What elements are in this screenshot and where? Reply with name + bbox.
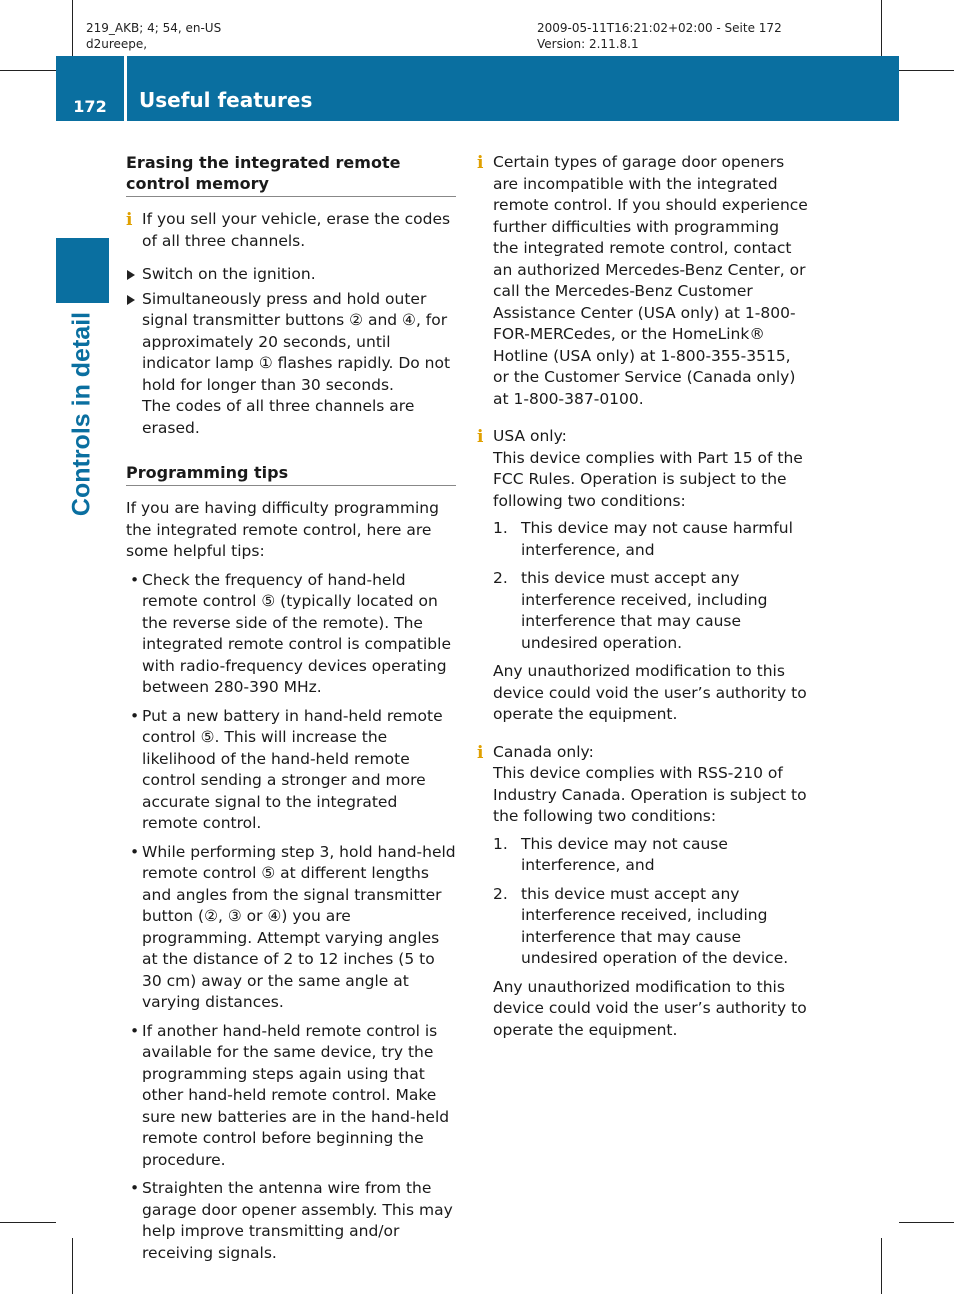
list-item [126,1178,456,1264]
meta-line: 2009-05-11T16:21:02+02:00 - Seite 172 [537,21,782,35]
step-arrow-icon [127,295,135,305]
step-text: Switch on the ignition. [142,265,316,283]
crop-mark [72,0,73,56]
step [126,289,456,440]
meta-line: d2ureepe, [86,37,148,51]
item-number: 1. [493,519,508,537]
crop-mark [0,70,56,71]
info-text: This device complies with Part 15 of the FCC Rules. Operation is subject to the following two conditions: [493,448,803,510]
crop-mark [881,0,882,56]
list-item [126,570,456,699]
info-icon: i [126,210,133,230]
crop-mark [899,70,954,71]
canada-note: Any unauthorized modification to this device could void the user’s authority to operate the equipment. [493,977,807,1039]
tips-intro: If you are having difficulty programming the integrated remote control, here are some helpful tips: [126,499,439,560]
tip-text: Straighten the antenna wire from the garage door opener assembly. This may help improve transmitting and/or receiving signals. [142,1179,453,1262]
list-item [493,884,809,970]
left-column [126,152,456,1271]
step [126,264,456,286]
item-number: 1. [493,834,508,853]
usa-note: Any unauthorized modification to this device could void the user’s authority to operate the equipment. [493,662,807,723]
info-note-usa [477,426,809,512]
print-meta-left [86,20,221,52]
list-item [126,1021,456,1172]
info-note [126,209,456,252]
tip-text: Put a new battery in hand-held remote control ⑤. This will increase the likelihood of the hand-held remote control sending a stronger and more accurate signal to the integrated remote control. [142,706,443,832]
info-icon: i [477,427,484,447]
info-note [477,152,809,410]
info-icon: i [477,153,484,173]
meta-line: 219_AKB; 4; 54, en-US [86,21,222,35]
tip-text: Check the frequency of hand-held remote control ⑤ (typically located on the reverse side of the remote). The integrated remote control is compatible with radio-frequency devices operating between 280-390 MHz. [142,570,451,696]
crop-mark [72,1238,73,1294]
info-icon: i [477,742,484,763]
tip-text: While performing step 3, hold hand-held remote control ⑤ at different lengths and angles from the signal transmitter button (②, ③ or ④) you are programming. Attempt varying angles at the distance of 2 to 12 inches (5 to 30 cm) away or the same angle at varying distances. [142,842,456,1011]
page-number: 172 [73,97,107,116]
item-text: this device must accept any interference received, including interference that may cause undesired operation of the device. [521,884,789,967]
tips-heading: Programming tips [126,462,456,486]
list-item [493,834,809,877]
bullet-icon: • [130,1179,140,1197]
step-result: The codes of all three channels are erased. [142,397,415,437]
bullet-icon: • [130,706,140,725]
bullet-icon: • [130,570,140,589]
right-column [477,152,809,1041]
print-meta-right [537,20,782,52]
info-text: Certain types of garage door openers are incompatible with the integrated remote control. If you should experience further difficulties with programming the integrated remote control, contact an authorized Mercedes-Benz Center, or call the Mercedes-Benz Customer Assistance Center (USA only) at 1-800-FOR-MERCedes, or the HomeLink® Hotline (USA only) at 1-800-355-3515, or the Customer Service (Canada only) at 1-800-387-0100. [493,153,808,408]
erase-heading: Erasing the integrated remote control memory [126,152,456,197]
info-label: USA only: [493,427,567,445]
info-note-canada [477,742,809,828]
crop-mark [881,1238,882,1294]
crop-mark [899,1222,954,1223]
list-item [126,706,456,835]
item-number: 2. [493,569,508,587]
item-text: This device may not cause interference, and [521,834,728,874]
chapter-label: Controls in detail [67,311,96,517]
step-text: Simultaneously press and hold outer signal transmitter buttons ② and ④, for approximately 20 seconds, until indicator lamp ① flashes rapidly. Do not hold for longer than 30 seconds. [142,289,451,394]
info-label: Canada only: [493,742,594,761]
step-arrow-icon [127,270,135,280]
list-item [126,842,456,1014]
list-item [493,568,809,654]
bullet-icon: • [130,842,140,861]
item-text: this device must accept any interference received, including interference that may cause undesired operation. [521,569,768,652]
crop-mark [0,1222,56,1223]
header-divider [124,56,127,121]
bullet-icon: • [130,1021,140,1040]
meta-line: Version: 2.11.8.1 [537,37,639,51]
item-number: 2. [493,884,508,903]
info-text: If you sell your vehicle, erase the codes of all three channels. [142,210,451,250]
section-title: Useful features [139,88,313,112]
chapter-tab [56,238,109,303]
info-text: This device complies with RSS-210 of Industry Canada. Operation is subject to the following two conditions: [493,764,807,825]
item-text: This device may not cause harmful interference, and [521,519,793,559]
tip-text: If another hand-held remote control is available for the same device, try the programming steps again using that other hand-held remote control. Make sure new batteries are in the hand-held remote control before beginning the procedure. [142,1021,450,1169]
list-item [493,518,809,561]
